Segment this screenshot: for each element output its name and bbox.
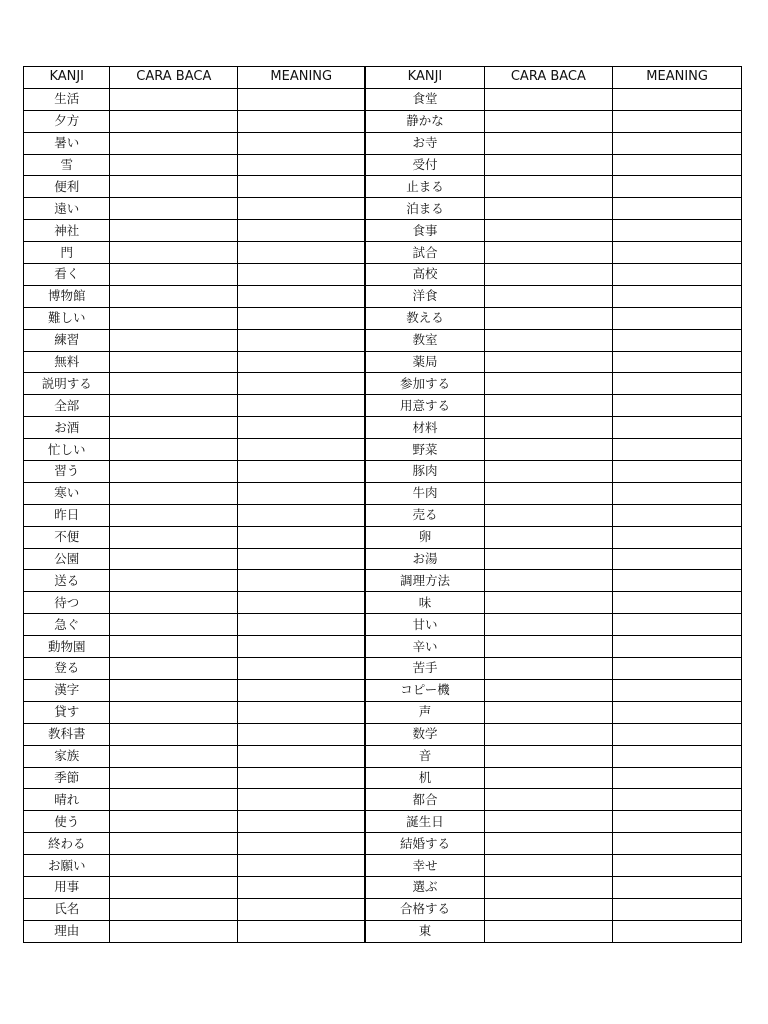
kanji-left-cell: 家族 <box>24 745 110 767</box>
meaning-right-cell[interactable] <box>613 439 742 461</box>
reading-right-cell[interactable] <box>484 614 613 636</box>
reading-right-cell[interactable] <box>484 395 613 417</box>
table-row <box>24 351 742 373</box>
meaning-right-cell[interactable] <box>613 307 742 329</box>
reading-left-cell[interactable] <box>110 855 238 877</box>
reading-right-cell[interactable] <box>484 636 613 658</box>
kanji-left-cell: 貸す <box>24 701 110 723</box>
reading-right-cell[interactable] <box>484 745 613 767</box>
table-row <box>24 132 742 154</box>
table-row <box>24 242 742 264</box>
reading-left-cell[interactable] <box>110 198 238 220</box>
meaning-right-cell[interactable] <box>613 876 742 898</box>
meaning-right-cell[interactable] <box>613 898 742 920</box>
table-row <box>24 920 742 942</box>
kanji-right-cell: 東 <box>365 920 484 942</box>
reading-left-cell[interactable] <box>110 329 238 351</box>
meaning-left-cell[interactable] <box>238 198 366 220</box>
meaning-left-cell[interactable] <box>238 154 366 176</box>
meaning-left-cell[interactable] <box>238 242 366 264</box>
meaning-left-cell[interactable] <box>238 855 366 877</box>
table-row <box>24 767 742 789</box>
table-row <box>24 220 742 242</box>
kanji-right-cell: 試合 <box>365 242 484 264</box>
meaning-left-cell[interactable] <box>238 285 366 307</box>
table-row <box>24 723 742 745</box>
table-row <box>24 592 742 614</box>
kanji-right-cell: 机 <box>365 767 484 789</box>
kanji-right-cell: 売る <box>365 504 484 526</box>
kanji-left-cell: 練習 <box>24 329 110 351</box>
header-meaning-right: MEANING <box>613 67 742 89</box>
reading-right-cell[interactable] <box>484 110 613 132</box>
kanji-right-cell: 辛い <box>365 636 484 658</box>
table-row <box>24 482 742 504</box>
reading-left-cell[interactable] <box>110 351 238 373</box>
reading-left-cell[interactable] <box>110 154 238 176</box>
reading-left-cell[interactable] <box>110 723 238 745</box>
meaning-left-cell[interactable] <box>238 920 366 942</box>
reading-right-cell[interactable] <box>484 307 613 329</box>
meaning-right-cell[interactable] <box>613 482 742 504</box>
table-row <box>24 373 742 395</box>
reading-left-cell[interactable] <box>110 876 238 898</box>
table-row <box>24 176 742 198</box>
reading-right-cell[interactable] <box>484 461 613 483</box>
reading-left-cell[interactable] <box>110 767 238 789</box>
kanji-left-cell: お願い <box>24 855 110 877</box>
reading-left-cell[interactable] <box>110 88 238 110</box>
kanji-right-cell: 洋食 <box>365 285 484 307</box>
reading-right-cell[interactable] <box>484 329 613 351</box>
meaning-left-cell[interactable] <box>238 614 366 636</box>
header-meaning-left: MEANING <box>238 67 366 89</box>
kanji-right-cell: 合格する <box>365 898 484 920</box>
meaning-left-cell[interactable] <box>238 176 366 198</box>
kanji-right-cell: 高校 <box>365 264 484 286</box>
table-row <box>24 461 742 483</box>
kanji-left-cell: 理由 <box>24 920 110 942</box>
reading-left-cell[interactable] <box>110 548 238 570</box>
table-row <box>24 811 742 833</box>
reading-right-cell[interactable] <box>484 811 613 833</box>
meaning-right-cell[interactable] <box>613 723 742 745</box>
kanji-left-cell: 用事 <box>24 876 110 898</box>
meaning-left-cell[interactable] <box>238 132 366 154</box>
meaning-left-cell[interactable] <box>238 636 366 658</box>
meaning-right-cell[interactable] <box>613 811 742 833</box>
meaning-left-cell[interactable] <box>238 570 366 592</box>
table-row <box>24 504 742 526</box>
kanji-left-cell: 暑い <box>24 132 110 154</box>
table-row <box>24 570 742 592</box>
reading-right-cell[interactable] <box>484 198 613 220</box>
table-row <box>24 417 742 439</box>
kanji-right-cell: 薬局 <box>365 351 484 373</box>
reading-right-cell[interactable] <box>484 833 613 855</box>
meaning-right-cell[interactable] <box>613 395 742 417</box>
meaning-left-cell[interactable] <box>238 482 366 504</box>
meaning-right-cell[interactable] <box>613 570 742 592</box>
table-row <box>24 614 742 636</box>
table-row <box>24 329 742 351</box>
kanji-right-cell: 食事 <box>365 220 484 242</box>
kanji-left-cell: 氏名 <box>24 898 110 920</box>
reading-left-cell[interactable] <box>110 570 238 592</box>
reading-left-cell[interactable] <box>110 898 238 920</box>
meaning-left-cell[interactable] <box>238 88 366 110</box>
table-row <box>24 636 742 658</box>
reading-right-cell[interactable] <box>484 920 613 942</box>
reading-left-cell[interactable] <box>110 482 238 504</box>
reading-right-cell[interactable] <box>484 679 613 701</box>
kanji-right-cell: コピー機 <box>365 679 484 701</box>
meaning-right-cell[interactable] <box>613 110 742 132</box>
kanji-right-cell: 静かな <box>365 110 484 132</box>
reading-left-cell[interactable] <box>110 373 238 395</box>
reading-right-cell[interactable] <box>484 570 613 592</box>
meaning-left-cell[interactable] <box>238 395 366 417</box>
kanji-left-cell: 難しい <box>24 307 110 329</box>
kanji-left-cell: 教科書 <box>24 723 110 745</box>
reading-right-cell[interactable] <box>484 264 613 286</box>
kanji-right-cell: 調理方法 <box>365 570 484 592</box>
meaning-right-cell[interactable] <box>613 285 742 307</box>
meaning-right-cell[interactable] <box>613 920 742 942</box>
reading-left-cell[interactable] <box>110 789 238 811</box>
meaning-left-cell[interactable] <box>238 110 366 132</box>
meaning-left-cell[interactable] <box>238 264 366 286</box>
reading-right-cell[interactable] <box>484 132 613 154</box>
table-row <box>24 833 742 855</box>
reading-right-cell[interactable] <box>484 898 613 920</box>
header-row <box>24 67 742 89</box>
kanji-left-cell: 門 <box>24 242 110 264</box>
meaning-right-cell[interactable] <box>613 636 742 658</box>
kanji-left-cell: 説明する <box>24 373 110 395</box>
header-reading-left: CARA BACA <box>110 67 238 89</box>
kanji-left-cell: 急ぐ <box>24 614 110 636</box>
header-reading-right: CARA BACA <box>484 67 613 89</box>
meaning-right-cell[interactable] <box>613 701 742 723</box>
table-row <box>24 701 742 723</box>
kanji-right-cell: 声 <box>365 701 484 723</box>
meaning-left-cell[interactable] <box>238 417 366 439</box>
kanji-right-cell: 豚肉 <box>365 461 484 483</box>
header-kanji-right: KANJI <box>365 67 484 89</box>
meaning-left-cell[interactable] <box>238 701 366 723</box>
reading-right-cell[interactable] <box>484 701 613 723</box>
table-row <box>24 745 742 767</box>
kanji-right-cell: 止まる <box>365 176 484 198</box>
meaning-right-cell[interactable] <box>613 242 742 264</box>
meaning-right-cell[interactable] <box>613 745 742 767</box>
reading-left-cell[interactable] <box>110 526 238 548</box>
kanji-right-cell: 教える <box>365 307 484 329</box>
meaning-left-cell[interactable] <box>238 767 366 789</box>
kanji-right-cell: 苦手 <box>365 658 484 680</box>
meaning-left-cell[interactable] <box>238 461 366 483</box>
reading-right-cell[interactable] <box>484 723 613 745</box>
reading-right-cell[interactable] <box>484 767 613 789</box>
meaning-right-cell[interactable] <box>613 614 742 636</box>
reading-left-cell[interactable] <box>110 417 238 439</box>
kanji-left-cell: 公園 <box>24 548 110 570</box>
meaning-left-cell[interactable] <box>238 307 366 329</box>
kanji-left-cell: お酒 <box>24 417 110 439</box>
kanji-right-cell: 用意する <box>365 395 484 417</box>
kanji-left-cell: 送る <box>24 570 110 592</box>
reading-left-cell[interactable] <box>110 285 238 307</box>
table-body <box>24 88 742 942</box>
meaning-right-cell[interactable] <box>613 526 742 548</box>
kanji-right-cell: 音 <box>365 745 484 767</box>
meaning-right-cell[interactable] <box>613 789 742 811</box>
meaning-left-cell[interactable] <box>238 811 366 833</box>
kanji-right-cell: 味 <box>365 592 484 614</box>
reading-right-cell[interactable] <box>484 88 613 110</box>
kanji-left-cell: 習う <box>24 461 110 483</box>
kanji-right-cell: 選ぶ <box>365 876 484 898</box>
reading-left-cell[interactable] <box>110 307 238 329</box>
kanji-left-cell: 晴れ <box>24 789 110 811</box>
kanji-left-cell: 忙しい <box>24 439 110 461</box>
table-row <box>24 264 742 286</box>
kanji-right-cell: 卵 <box>365 526 484 548</box>
meaning-right-cell[interactable] <box>613 679 742 701</box>
kanji-left-cell: 使う <box>24 811 110 833</box>
kanji-right-cell: 牛肉 <box>365 482 484 504</box>
meaning-left-cell[interactable] <box>238 439 366 461</box>
meaning-left-cell[interactable] <box>238 745 366 767</box>
reading-left-cell[interactable] <box>110 745 238 767</box>
reading-right-cell[interactable] <box>484 351 613 373</box>
meaning-right-cell[interactable] <box>613 176 742 198</box>
vocabulary-worksheet <box>23 66 742 943</box>
reading-left-cell[interactable] <box>110 264 238 286</box>
kanji-left-cell: 夕方 <box>24 110 110 132</box>
kanji-right-cell: 材料 <box>365 417 484 439</box>
kanji-left-cell: 終わる <box>24 833 110 855</box>
meaning-left-cell[interactable] <box>238 220 366 242</box>
meaning-right-cell[interactable] <box>613 88 742 110</box>
meaning-left-cell[interactable] <box>238 351 366 373</box>
kanji-right-cell: お湯 <box>365 548 484 570</box>
reading-left-cell[interactable] <box>110 614 238 636</box>
reading-right-cell[interactable] <box>484 417 613 439</box>
reading-left-cell[interactable] <box>110 636 238 658</box>
meaning-right-cell[interactable] <box>613 351 742 373</box>
meaning-left-cell[interactable] <box>238 592 366 614</box>
table-row <box>24 154 742 176</box>
reading-left-cell[interactable] <box>110 833 238 855</box>
meaning-right-cell[interactable] <box>613 833 742 855</box>
meaning-left-cell[interactable] <box>238 658 366 680</box>
kanji-left-cell: 遠い <box>24 198 110 220</box>
table-row <box>24 876 742 898</box>
kanji-table <box>23 66 742 943</box>
kanji-left-cell: 生活 <box>24 88 110 110</box>
meaning-left-cell[interactable] <box>238 679 366 701</box>
table-row <box>24 789 742 811</box>
table-row <box>24 439 742 461</box>
kanji-left-cell: 不便 <box>24 526 110 548</box>
kanji-left-cell: 全部 <box>24 395 110 417</box>
reading-right-cell[interactable] <box>484 154 613 176</box>
table-row <box>24 395 742 417</box>
reading-left-cell[interactable] <box>110 811 238 833</box>
kanji-right-cell: 野菜 <box>365 439 484 461</box>
reading-left-cell[interactable] <box>110 395 238 417</box>
reading-right-cell[interactable] <box>484 504 613 526</box>
meaning-right-cell[interactable] <box>613 855 742 877</box>
meaning-right-cell[interactable] <box>613 132 742 154</box>
meaning-left-cell[interactable] <box>238 898 366 920</box>
meaning-right-cell[interactable] <box>613 198 742 220</box>
meaning-left-cell[interactable] <box>238 789 366 811</box>
meaning-right-cell[interactable] <box>613 592 742 614</box>
kanji-left-cell: 漢字 <box>24 679 110 701</box>
kanji-right-cell: 都合 <box>365 789 484 811</box>
kanji-left-cell: 雪 <box>24 154 110 176</box>
kanji-left-cell: 博物館 <box>24 285 110 307</box>
reading-right-cell[interactable] <box>484 658 613 680</box>
table-row <box>24 679 742 701</box>
reading-left-cell[interactable] <box>110 132 238 154</box>
reading-right-cell[interactable] <box>484 855 613 877</box>
kanji-right-cell: 幸せ <box>365 855 484 877</box>
meaning-right-cell[interactable] <box>613 154 742 176</box>
reading-right-cell[interactable] <box>484 439 613 461</box>
kanji-right-cell: 結婚する <box>365 833 484 855</box>
meaning-right-cell[interactable] <box>613 461 742 483</box>
meaning-right-cell[interactable] <box>613 504 742 526</box>
reading-right-cell[interactable] <box>484 373 613 395</box>
meaning-left-cell[interactable] <box>238 548 366 570</box>
reading-right-cell[interactable] <box>484 592 613 614</box>
reading-right-cell[interactable] <box>484 526 613 548</box>
reading-left-cell[interactable] <box>110 592 238 614</box>
reading-right-cell[interactable] <box>484 482 613 504</box>
meaning-right-cell[interactable] <box>613 548 742 570</box>
reading-left-cell[interactable] <box>110 658 238 680</box>
meaning-left-cell[interactable] <box>238 833 366 855</box>
kanji-right-cell: 食堂 <box>365 88 484 110</box>
reading-left-cell[interactable] <box>110 920 238 942</box>
kanji-left-cell: 寒い <box>24 482 110 504</box>
meaning-left-cell[interactable] <box>238 329 366 351</box>
kanji-right-cell: 数学 <box>365 723 484 745</box>
reading-right-cell[interactable] <box>484 548 613 570</box>
header-kanji-left: KANJI <box>24 67 110 89</box>
kanji-left-cell: 昨日 <box>24 504 110 526</box>
reading-left-cell[interactable] <box>110 242 238 264</box>
reading-left-cell[interactable] <box>110 461 238 483</box>
table-row <box>24 88 742 110</box>
meaning-right-cell[interactable] <box>613 329 742 351</box>
table-row <box>24 198 742 220</box>
meaning-left-cell[interactable] <box>238 373 366 395</box>
reading-right-cell[interactable] <box>484 285 613 307</box>
reading-right-cell[interactable] <box>484 789 613 811</box>
meaning-right-cell[interactable] <box>613 658 742 680</box>
reading-right-cell[interactable] <box>484 176 613 198</box>
reading-right-cell[interactable] <box>484 242 613 264</box>
kanji-right-cell: 誕生日 <box>365 811 484 833</box>
kanji-left-cell: 便利 <box>24 176 110 198</box>
kanji-right-cell: お寺 <box>365 132 484 154</box>
reading-left-cell[interactable] <box>110 176 238 198</box>
kanji-left-cell: 待つ <box>24 592 110 614</box>
kanji-left-cell: 無料 <box>24 351 110 373</box>
table-row <box>24 526 742 548</box>
table-row <box>24 548 742 570</box>
kanji-right-cell: 教室 <box>365 329 484 351</box>
kanji-right-cell: 参加する <box>365 373 484 395</box>
meaning-right-cell[interactable] <box>613 264 742 286</box>
kanji-left-cell: 登る <box>24 658 110 680</box>
kanji-left-cell: 看く <box>24 264 110 286</box>
reading-left-cell[interactable] <box>110 701 238 723</box>
table-row <box>24 658 742 680</box>
meaning-right-cell[interactable] <box>613 767 742 789</box>
table-row <box>24 855 742 877</box>
table-row <box>24 110 742 132</box>
table-row <box>24 285 742 307</box>
reading-left-cell[interactable] <box>110 679 238 701</box>
meaning-left-cell[interactable] <box>238 526 366 548</box>
kanji-left-cell: 季節 <box>24 767 110 789</box>
reading-right-cell[interactable] <box>484 220 613 242</box>
reading-left-cell[interactable] <box>110 439 238 461</box>
meaning-left-cell[interactable] <box>238 876 366 898</box>
meaning-right-cell[interactable] <box>613 373 742 395</box>
meaning-left-cell[interactable] <box>238 723 366 745</box>
kanji-right-cell: 泊まる <box>365 198 484 220</box>
reading-right-cell[interactable] <box>484 876 613 898</box>
reading-left-cell[interactable] <box>110 110 238 132</box>
kanji-right-cell: 受付 <box>365 154 484 176</box>
kanji-left-cell: 神社 <box>24 220 110 242</box>
reading-left-cell[interactable] <box>110 504 238 526</box>
meaning-right-cell[interactable] <box>613 220 742 242</box>
kanji-left-cell: 動物園 <box>24 636 110 658</box>
table-row <box>24 307 742 329</box>
reading-left-cell[interactable] <box>110 220 238 242</box>
table-row <box>24 898 742 920</box>
meaning-right-cell[interactable] <box>613 417 742 439</box>
meaning-left-cell[interactable] <box>238 504 366 526</box>
kanji-right-cell: 甘い <box>365 614 484 636</box>
